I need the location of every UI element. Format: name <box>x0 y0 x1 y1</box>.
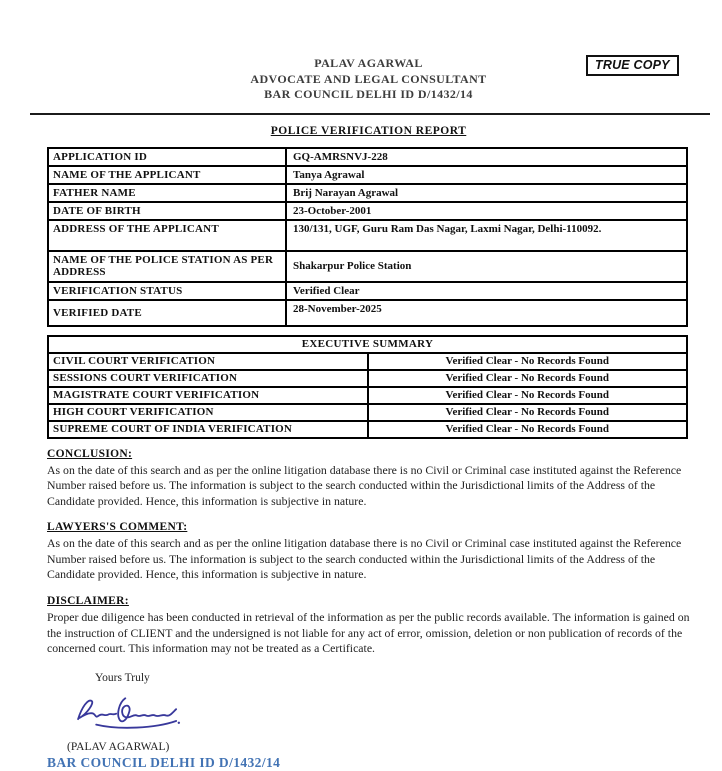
section-body: As on the date of this search and as per the online litigation database there is no Civil or Criminal case instituted against the Reference Number raised before us. The information is subject to the search conducted within the Jurisdictional limits of the Address of the Candidate provided. Hence, this information is subjective in nature. <box>47 536 682 582</box>
detail-value: Shakarpur Police Station <box>286 251 687 282</box>
letterhead-bar-id: BAR COUNCIL DELHI ID D/1432/14 <box>264 87 473 101</box>
table-row <box>48 300 687 326</box>
signature-scribble-icon <box>69 688 690 739</box>
table-row <box>48 387 687 404</box>
section-heading: CONCLUSION: <box>47 447 133 460</box>
section-body: As on the date of this search and as per the online litigation database there is no Civil or Criminal case instituted against the Reference Number raised before us. The information is subject to the search conducted within the Jurisdictional limits of the Address of the Candidate provided. Hence, this information is subjective in nature. <box>47 462 682 508</box>
detail-value: 23-October-2001 <box>286 202 687 220</box>
table-row <box>48 353 687 370</box>
closing-salutation: Yours Truly <box>95 671 150 684</box>
table-row <box>48 336 687 353</box>
table-row <box>48 220 687 251</box>
section-lawyers-comment <box>47 521 690 583</box>
letterhead-name: PALAV AGARWAL <box>314 56 423 70</box>
summary-label: MAGISTRATE COURT VERIFICATION <box>48 387 368 404</box>
detail-value: 130/131, UGF, Guru Ram Das Nagar, Laxmi Nagar, Delhi-110092. <box>286 220 687 251</box>
table-row <box>48 166 687 184</box>
bar-council-footer: BAR COUNCIL DELHI ID D/1432/14 <box>47 754 281 770</box>
table-row <box>48 148 687 166</box>
table-row <box>48 184 687 202</box>
detail-value: Brij Narayan Agrawal <box>286 184 687 202</box>
detail-label: APPLICATION ID <box>48 148 286 166</box>
detail-value: GQ-AMRSNVJ-228 <box>286 148 687 166</box>
true-copy-stamp: TRUE COPY <box>586 55 679 76</box>
table-row <box>48 370 687 387</box>
letterhead-role: ADVOCATE AND LEGAL CONSULTANT <box>250 71 487 86</box>
detail-value: Tanya Agrawal <box>286 166 687 184</box>
summary-value: Verified Clear - No Records Found <box>368 404 688 421</box>
detail-label: FATHER NAME <box>48 184 286 202</box>
signatory-name: (PALAV AGARWAL) <box>67 740 170 753</box>
summary-value: Verified Clear - No Records Found <box>368 370 688 387</box>
detail-label: VERIFICATION STATUS <box>48 282 286 300</box>
report-title: POLICE VERIFICATION REPORT <box>270 124 467 137</box>
details-table <box>47 147 688 327</box>
table-row <box>48 404 687 421</box>
section-heading: DISCLAIMER: <box>47 595 129 608</box>
detail-label: ADDRESS OF THE APPLICANT <box>48 220 286 251</box>
summary-label: SESSIONS COURT VERIFICATION <box>48 370 368 387</box>
table-row <box>48 202 687 220</box>
detail-label: NAME OF THE APPLICANT <box>48 166 286 184</box>
section-heading: LAWYERS'S COMMENT: <box>47 521 188 534</box>
summary-label: SUPREME COURT OF INDIA VERIFICATION <box>48 421 368 438</box>
table-row <box>48 251 687 282</box>
table-row <box>48 282 687 300</box>
summary-label: CIVIL COURT VERIFICATION <box>48 353 368 370</box>
table-row <box>48 421 687 438</box>
header-divider-line <box>30 113 710 115</box>
summary-value: Verified Clear - No Records Found <box>368 353 688 370</box>
section-conclusion <box>47 448 690 510</box>
detail-label: VERIFIED DATE <box>48 300 286 326</box>
detail-value: 28-November-2025 <box>286 300 687 326</box>
letterhead <box>47 0 690 103</box>
executive-summary-table <box>47 335 688 439</box>
section-disclaimer <box>47 595 690 657</box>
detail-value: Verified Clear <box>286 282 687 300</box>
section-body: Proper due diligence has been conducted in retrieval of the information as per the public records available. The information is gained on the instruction of CLIENT and the undersigned is not liable for any act of error, omission, deletion or non publication of records of the concerned court. This information may not be treated as a Certificate. <box>47 610 690 656</box>
detail-label: DATE OF BIRTH <box>48 202 286 220</box>
summary-label: HIGH COURT VERIFICATION <box>48 404 368 421</box>
executive-summary-heading: EXECUTIVE SUMMARY <box>48 336 687 353</box>
summary-value: Verified Clear - No Records Found <box>368 387 688 404</box>
summary-value: Verified Clear - No Records Found <box>368 421 688 438</box>
detail-label: NAME OF THE POLICE STATION AS PER ADDRESS <box>48 251 286 282</box>
